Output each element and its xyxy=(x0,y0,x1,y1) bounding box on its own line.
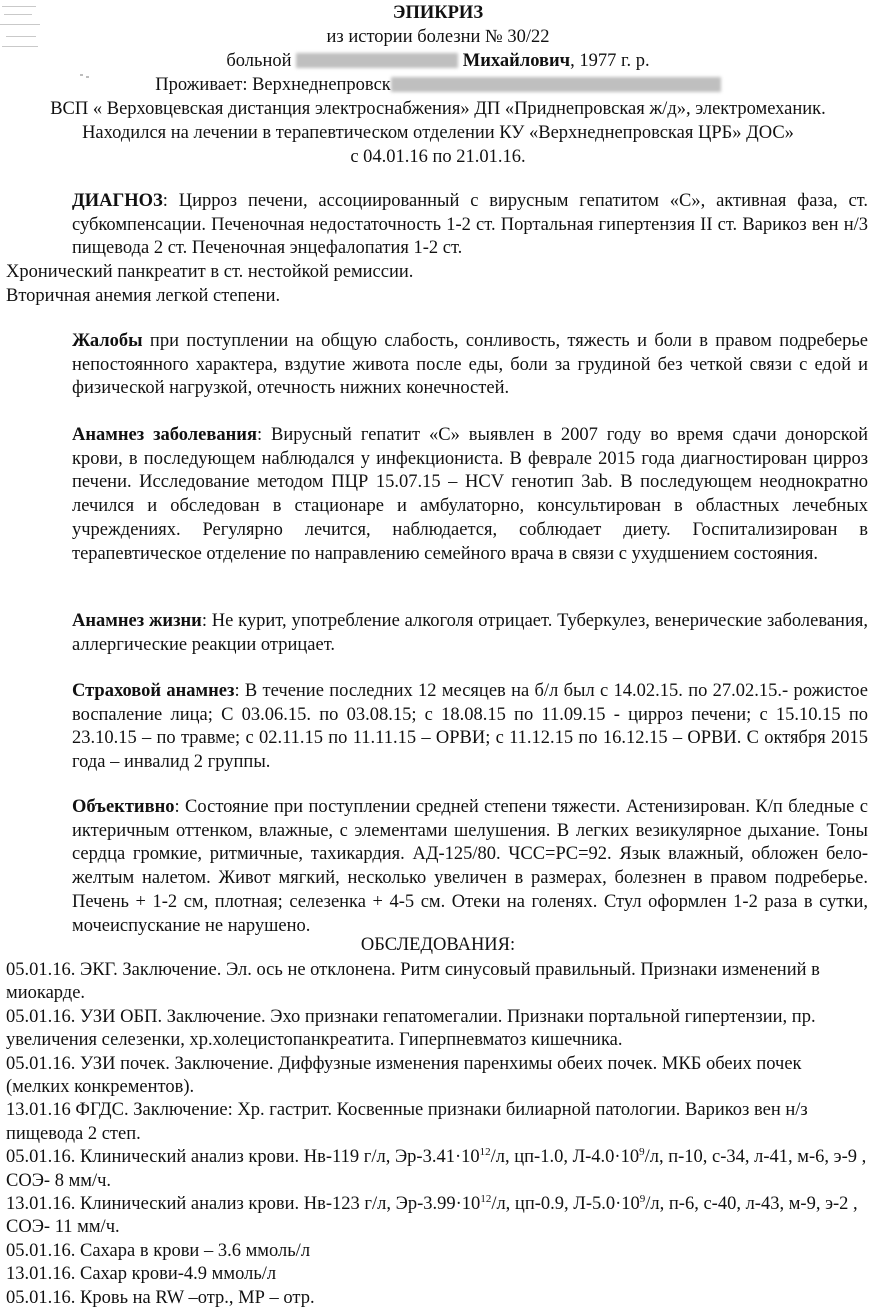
exam-sugar-1: 05.01.16. Сахара в крови – 3.6 ммоль/л xyxy=(6,1240,311,1261)
exam-sugar-2: 13.01.16. Сахар крови-4.9 ммоль/л xyxy=(6,1264,277,1285)
residence-value: Верхнеднепровск xyxy=(252,75,391,95)
examinations-heading: ОБСЛЕДОВАНИЯ: xyxy=(360,935,516,955)
history-number: из истории болезни № 30/22 xyxy=(326,27,550,47)
exam-fgds: 13.01.16 ФГДС. Заключение: Хр. гастрит. Косвенные признаки билиарной патологии. Варикоз вен н/з пищевода 2 степ. xyxy=(6,1100,808,1144)
disease-history-text: : Вирусный гепатит «С» выявлен в 2007 году во время сдачи донорской крови, в последующем наблюдался у инфекциониста. В феврале 2015 года диагностирован цирроз печени. Исследование методом ПЦР 15.07.15 – HCV генотип 3ab. В последующем неоднократно лечился и обследован в стационаре и амбулаторно, консультирован в областных лечебных учреждениях. Регулярно лечится, наблюдается, соблюдает диету. Госпитализирован в терапевтическое отделение по направлению семейного врача в связи с ухудшением состояния. xyxy=(72,425,869,564)
disease-history-label: Анамнез заболевания xyxy=(72,425,257,445)
objective-label: Объективно xyxy=(72,797,175,817)
treatment-dates: с 04.01.16 по 21.01.16. xyxy=(350,147,526,167)
patient-line xyxy=(0,50,876,72)
complaints-label: Жалобы xyxy=(72,331,143,351)
examinations-list xyxy=(6,959,868,1310)
diagnosis-label: ДИАГНОЗ xyxy=(72,191,163,211)
residence-label: Проживает: xyxy=(155,75,248,95)
objective-text: : Состояние при поступлении средней степени тяжести. Астенизирован. К/п бледные с иктеричным оттенком, влажные, с элементами шелушения. В легких везикулярное дыхание. Тоны сердца громкие, ритмичные, тахикардия. АД-125/80. ЧСС=PC=92. Язык влажный, обложен бело-желтым налетом. Живот мягкий, несколько увеличен в размерах, болезнен в правом подреберье. Печень + 1-2 см, плотная; селезенка + 4-5 см. Отеки на голенях. Стул оформлен 1-2 раза в сутки, мочеиспускание не нарушено. xyxy=(72,797,868,936)
redacted-address xyxy=(391,77,721,92)
exam-rw: 05.01.16. Кровь на RW –отр., МР – отр. xyxy=(6,1287,315,1308)
document-title: ЭПИКРИЗ xyxy=(392,3,484,23)
life-history-section xyxy=(6,610,868,657)
employer-line: ВСП « Верховцевская дистанция электроснабжения» ДП «Приднепровская ж/д», электромеханик. xyxy=(50,99,826,119)
exam-us-abdomen: 05.01.16. УЗИ ОБП. Заключение. Эхо признаки гепатомегалии. Признаки портальной гипертензии, пр. увеличения селезенки, хр.холецистопанкреатита. Гиперпневматоз кишечника. xyxy=(6,1006,816,1051)
disease-history-section xyxy=(6,424,868,566)
residence-line xyxy=(0,74,876,96)
exam-ecg: 05.01.16. ЭКГ. Заключение. Эл. ось не отклонена. Ритм синусовый правильный. Признаки изменений в миокарде. xyxy=(6,960,820,1004)
diagnosis-text: : Цирроз печени, ассоциированный с вирусным гепатитом «С», активная фаза, ст. субкомпенсации. Печеночная недостаточность 1-2 ст. Портальная гипертензия II ст. Варикоз вен н/3 пищевода 2 ст. Печеночная энцефалопатия 1-2 ст. xyxy=(72,191,868,259)
insurance-history-text: : В течение последних 12 месяцев на б/л был с 14.02.15. по 27.02.15.- рожистое воспаление лица; С 03.06.15. по 03.08.15; с 18.08.15 по 11.09.15 - цирроз печени; с 15.10.15 по 23.10.15 – по травме; с 02.11.15 по 11.11.15 – ОРВИ; с 11.12.15 по 16.12.15 – ОРВИ. С октября 2015 года – инвалид 2 группы. xyxy=(72,681,868,773)
complaints-section xyxy=(6,330,868,401)
exam-blood-2: 13.01.16. Клинический анализ крови. Нв-123 г/л, $Эр-3.99\cdot 10^{12}/л$, цп-0.9, $Л-5.0\cdot 10^9/л$, п-6, с-40, л-43, м-9, э-2 , СОЭ- 11 мм/ч. xyxy=(6,1193,858,1238)
life-history-label: Анамнез жизни xyxy=(72,611,202,631)
complaints-text: при поступлении на общую слабость, сонливость, тяжесть и боли в правом подреберье непостоянного характера, вздутие живота после еды, боли за грудиной без четкой связи с едой и физической нагрузкой, отечность нижних конечностей. xyxy=(72,331,868,399)
life-history-text: : Не курит, употребление алкоголя отрицает. Туберкулез, венерические заболевания, аллергические реакции отрицает. xyxy=(72,611,868,655)
diagnosis-line-2: Хронический панкреатит в ст. нестойкой ремиссии. xyxy=(6,262,414,283)
exam-blood-1: 05.01.16. Клинический анализ крови. Нв-119 г/л, $Эр-3.41\cdot 10^{12}/л$, цп-1.0, $Л-4.0\cdot 10^9/л$, п-10, с-34, л-41, м-6, э-9 , СОЭ- 8 мм/ч. xyxy=(6,1146,867,1191)
objective-section xyxy=(6,796,868,938)
insurance-history-section xyxy=(6,680,868,775)
redacted-name xyxy=(296,53,458,68)
patient-birth: , 1977 г. р. xyxy=(570,51,650,71)
treatment-line: Находился на лечении в терапевтическом отделении КУ «Верхнеднепровская ЦРБ» ДОС» xyxy=(82,123,794,143)
patient-patronymic: Михайлович xyxy=(462,51,571,71)
diagnosis-section xyxy=(6,190,868,309)
insurance-history-label: Страховой анамнез xyxy=(72,681,235,701)
patient-prefix: больной xyxy=(226,51,292,71)
exam-us-kidneys: 05.01.16. УЗИ почек. Заключение. Диффузные изменения паренхимы обеих почек. МКБ обеих почек (мелких конкрементов). xyxy=(6,1053,802,1098)
diagnosis-line-3: Вторичная анемия легкой степени. xyxy=(6,285,281,306)
